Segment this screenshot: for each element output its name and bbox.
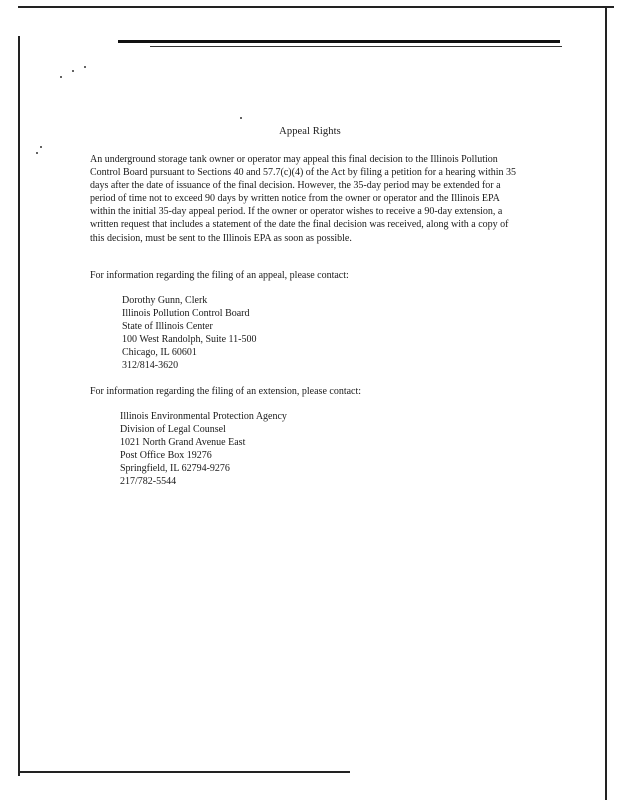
address-line: Post Office Box 19276 (120, 450, 212, 461)
page-edge-left (18, 36, 20, 776)
page-title: Appeal Rights (279, 126, 341, 137)
header-rule-thin (150, 46, 562, 47)
address-line: Dorothy Gunn, Clerk (122, 295, 208, 306)
address-line: 312/814-3620 (122, 360, 179, 371)
address-line: Chicago, IL 60601 (122, 347, 197, 358)
extension-contact-address (120, 410, 287, 488)
address-line: Division of Legal Counsel (120, 424, 226, 435)
address-line: 217/782-5544 (120, 476, 177, 487)
scan-speck (240, 117, 242, 119)
page-edge-top (18, 6, 614, 8)
address-line: State of Illinois Center (122, 321, 213, 332)
scan-speck (84, 66, 86, 68)
appeal-contact-address (122, 294, 256, 372)
address-line: Illinois Pollution Control Board (122, 308, 250, 319)
scan-speck (72, 70, 74, 72)
scan-speck (60, 76, 62, 78)
extension-contact-intro: For information regarding the filing of an extension, please contact: (90, 386, 362, 397)
address-line: 1021 North Grand Avenue East (120, 437, 246, 448)
address-line: Illinois Environmental Protection Agency (120, 411, 287, 422)
appeal-rights-paragraph: An underground storage tank owner or operator may appeal this final decision to the Illinois Pollution Control Board pursuant to Sections 40 and 57.7(c)(4) of the Act by filing a petition for a hearing within 35 days after the date of issuance of the final decision. However, the 35-day period may be extended for a period of time not to exceed 90 days by written notice from the owner or operator and the Illinois EPA within the initial 35-day appeal period. If the owner or operator wishes to receive a 90-day extension, a written request that includes a statement of the date the final decision was received, along with a copy of this decision, must be sent to the Illinois EPA as soon as possible. (90, 154, 517, 244)
address-line: Springfield, IL 62794-9276 (120, 463, 230, 474)
scan-speck (40, 146, 42, 148)
scan-speck (36, 152, 38, 154)
address-line: 100 West Randolph, Suite 11-500 (122, 334, 257, 345)
page-edge-bottom (20, 771, 350, 773)
appeal-contact-intro: For information regarding the filing of an appeal, please contact: (90, 270, 349, 281)
header-rule-thick (118, 40, 560, 43)
